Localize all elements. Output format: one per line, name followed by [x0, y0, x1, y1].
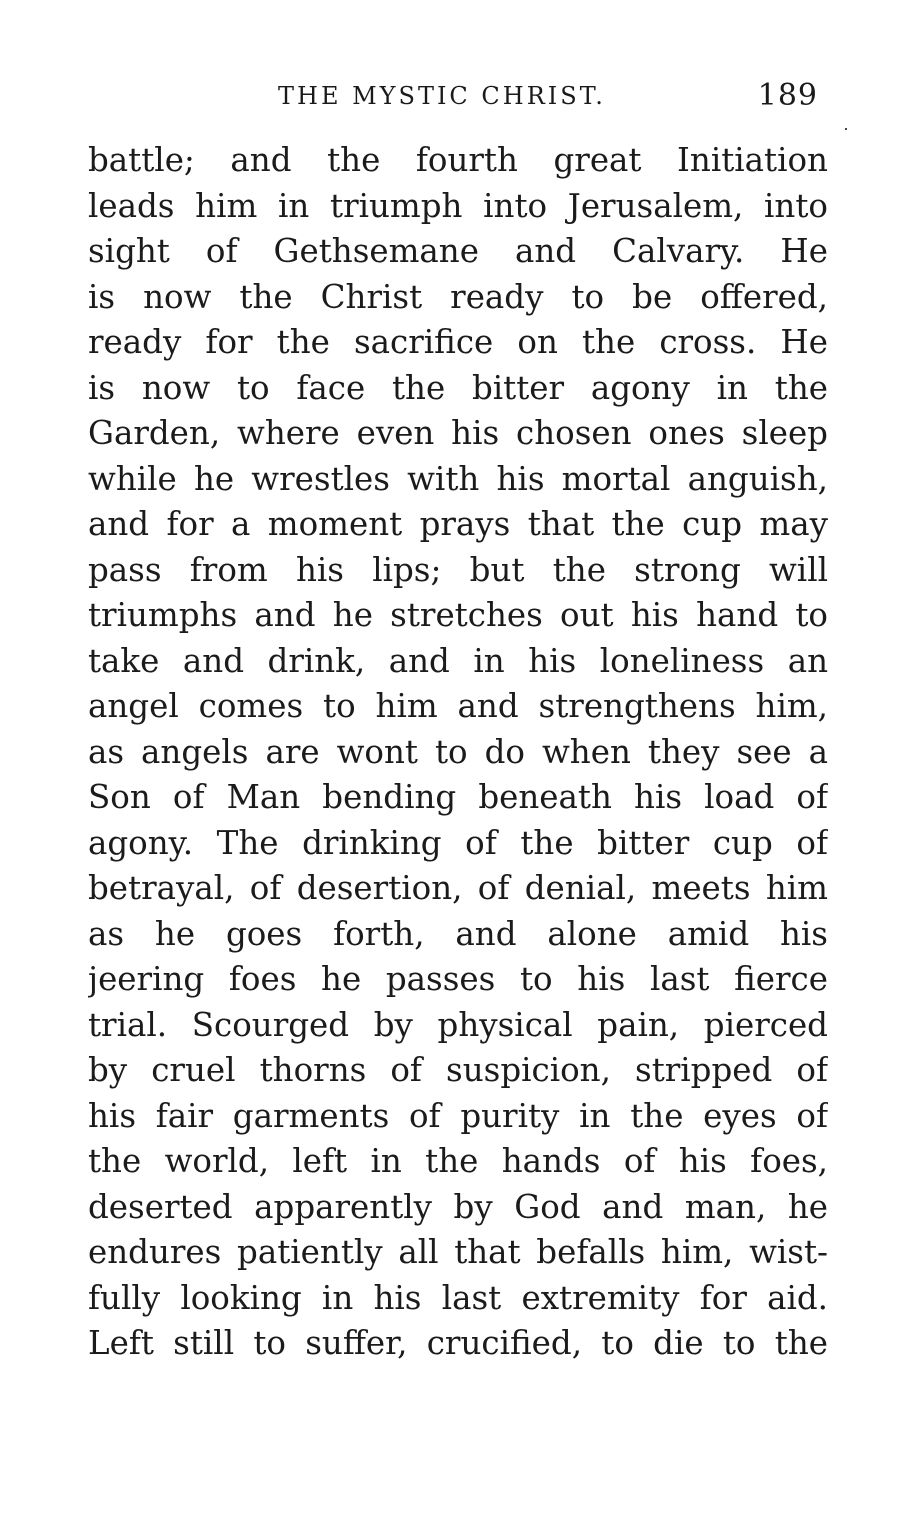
text-line: endures patiently all that befalls him, wist-: [88, 1233, 828, 1271]
text-line: leads him in triumph into Jerusalem, into: [88, 186, 828, 225]
text-line: Garden, where even his chosen ones sleep: [88, 414, 828, 452]
text-line: take and drink, and in his loneliness an: [88, 641, 828, 680]
text-line: the world, left in the hands of his foes,: [88, 1142, 828, 1180]
running-title: THE MYSTIC CHRIST.: [278, 82, 606, 110]
text-line: jeering foes he passes to his last fierce: [88, 960, 828, 998]
text-line: fully looking in his last extremity for aid.: [88, 1278, 828, 1317]
text-line: Left still to suffer, crucified, to die to the: [88, 1324, 828, 1362]
text-line: sight of Gethsemane and Calvary. He: [88, 232, 828, 270]
text-line: is now the Christ ready to be offered,: [88, 277, 828, 316]
text-line: while he wrestles with his mortal anguish,: [88, 459, 828, 498]
text-line: agony. The drinking of the bitter cup of: [88, 823, 828, 862]
text-line: and for a moment prays that the cup may: [88, 505, 828, 543]
text-line: his fair garments of purity in the eyes of: [88, 1096, 828, 1135]
text-line: battle; and the fourth great Initiation: [88, 141, 828, 179]
text-line: by cruel thorns of suspicion, stripped of: [88, 1051, 828, 1089]
text-line: is now to face the bitter agony in the: [88, 368, 828, 407]
text-line: ready for the sacrifice on the cross. He: [88, 323, 828, 361]
text-line: pass from his lips; but the strong will: [88, 550, 828, 589]
text-line: Son of Man bending beneath his load of: [88, 778, 828, 816]
body-text: [88, 138, 828, 1367]
text-line: as angels are wont to do when they see a: [88, 732, 828, 771]
text-line: deserted apparently by God and man, he: [88, 1187, 828, 1226]
text-line: triumphs and he stretches out his hand to: [88, 596, 828, 634]
text-line: trial. Scourged by physical pain, pierced: [88, 1005, 828, 1044]
page-number: 189: [757, 78, 818, 113]
text-line: betrayal, of desertion, of denial, meets him: [88, 869, 828, 907]
text-line: angel comes to him and strengthens him,: [88, 687, 828, 725]
running-head: [88, 78, 828, 118]
text-line: as he goes forth, and alone amid his: [88, 914, 828, 953]
print-speck: [845, 128, 847, 130]
